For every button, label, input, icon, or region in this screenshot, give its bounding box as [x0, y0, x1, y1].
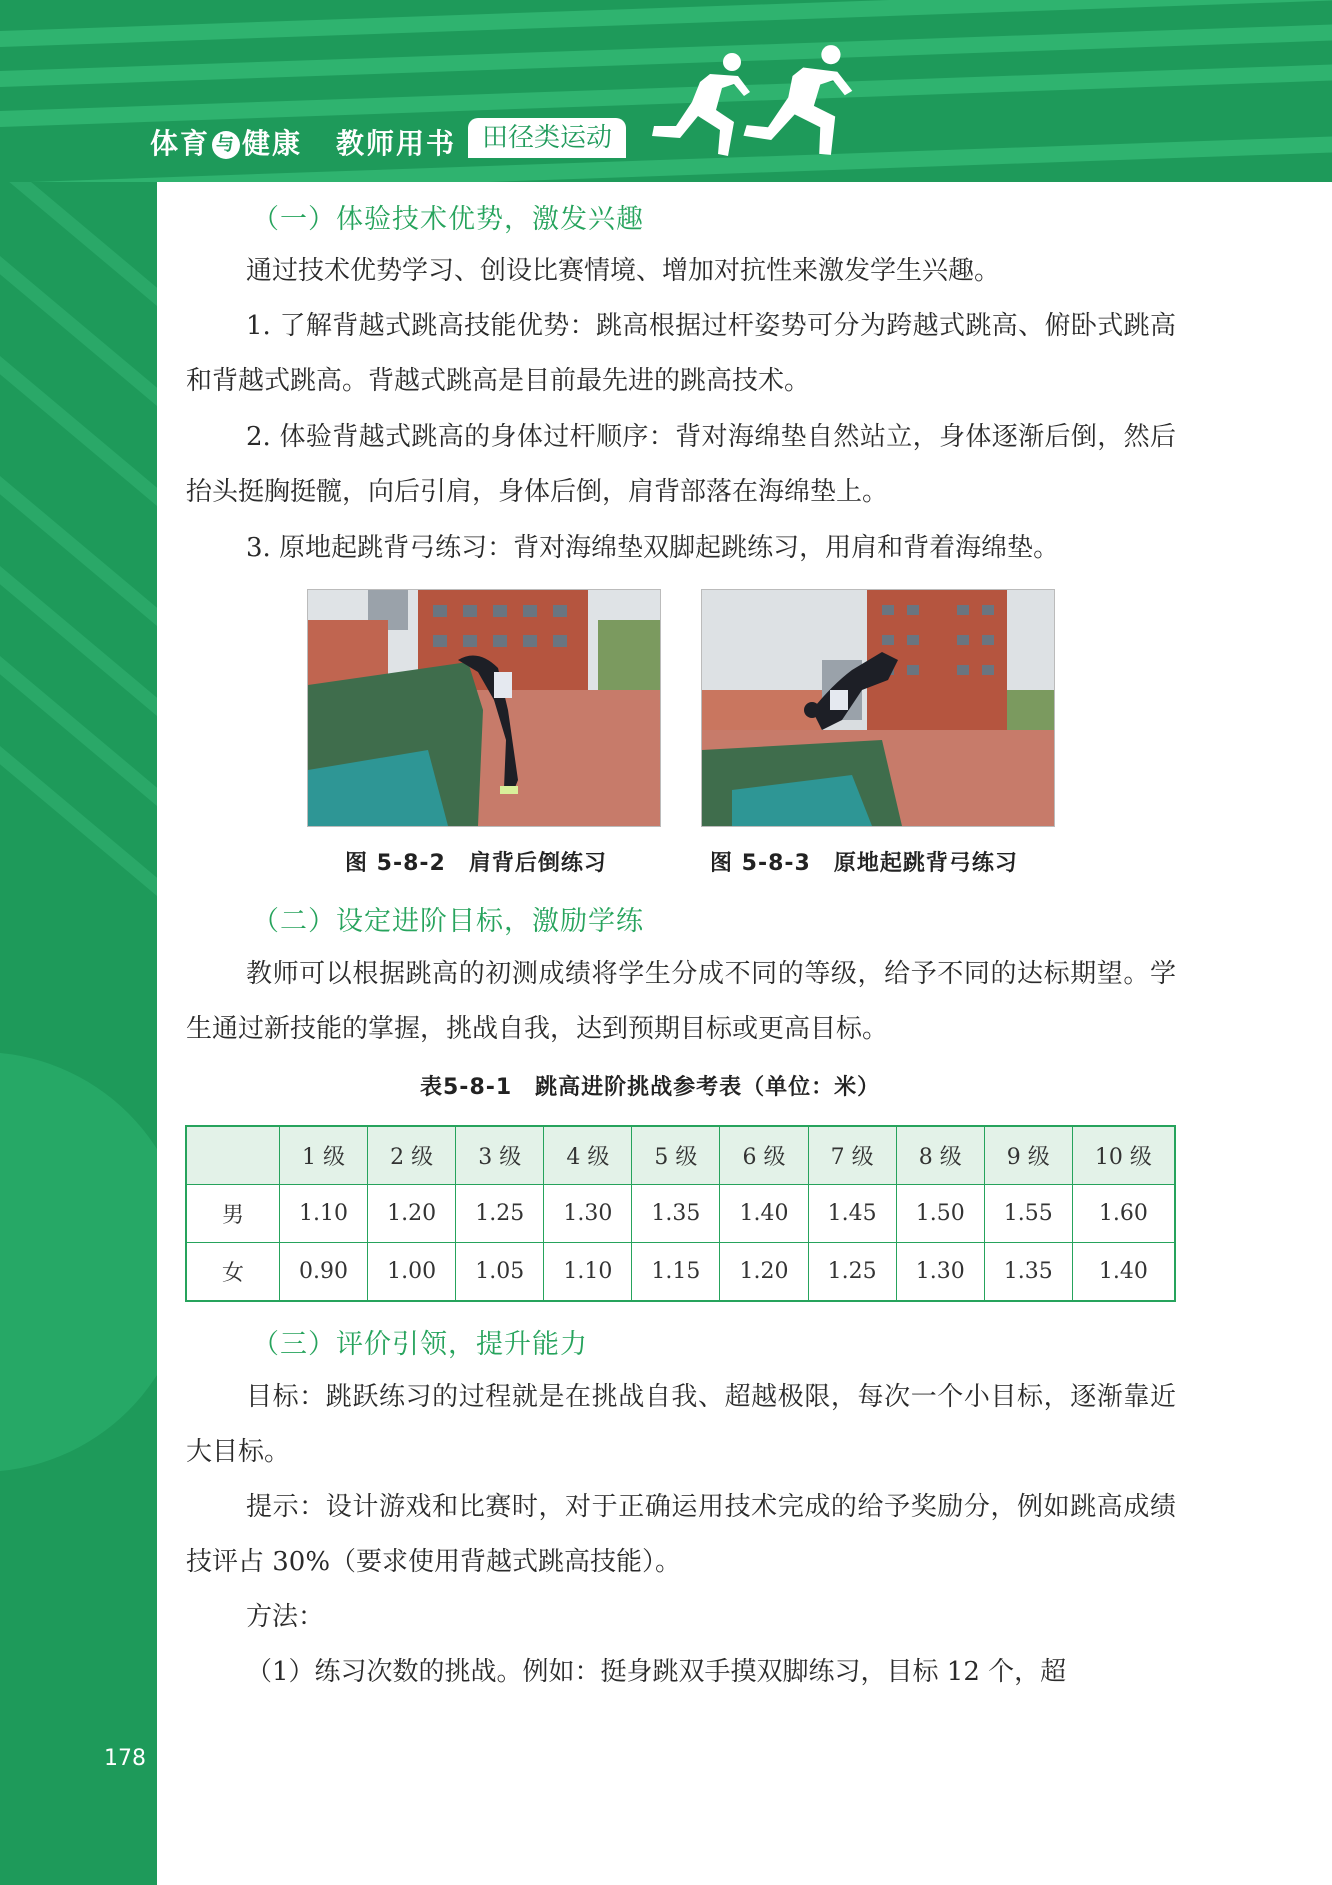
paragraph: 3. 原地起跳背弓练习：背对海绵垫双脚起跳练习，用肩和背着海绵垫。 [246, 533, 1060, 563]
photo-back-fall-practice [307, 589, 661, 827]
table-cell: 1.30 [896, 1243, 984, 1302]
paragraph: 教师可以根据跳高的初测成绩将学生分成不同的等级，给予不同的达标期望。学生通过新技能的掌握，挑战自我，达到预期目标或更高目标。 [186, 959, 1176, 1044]
table-cell: 1.15 [632, 1243, 720, 1302]
table-header-cell: 4 级 [544, 1126, 632, 1185]
table-cell: 1.20 [368, 1185, 456, 1243]
table-header-cell: 3 级 [456, 1126, 544, 1185]
table-cell: 1.05 [456, 1243, 544, 1302]
table-cell: 1.50 [896, 1185, 984, 1243]
table-header-cell: 5 级 [632, 1126, 720, 1185]
table-header-cell: 7 级 [808, 1126, 896, 1185]
paragraph: 2. 体验背越式跳高的身体过杆顺序：背对海绵垫自然站立，身体逐渐后倒，然后抬头挺胸挺髋，向后引肩，身体后倒，肩背部落在海绵垫上。 [186, 422, 1176, 507]
table-header-cell: 1 级 [280, 1126, 368, 1185]
section-heading-3: （三）评价引领，提升能力 [252, 1329, 588, 1360]
table-header-cell: 2 级 [368, 1126, 456, 1185]
paragraph: （1）练习次数的挑战。例如：挺身跳双手摸双脚练习，目标 12 个，超 [246, 1657, 1067, 1687]
table-header-cell: 10 级 [1072, 1126, 1175, 1185]
table-cell: 1.20 [720, 1243, 808, 1302]
table-cell: 1.40 [720, 1185, 808, 1243]
series-title: 体育 与 健康 [150, 127, 303, 160]
table-cell: 1.35 [984, 1243, 1072, 1302]
table-cell: 1.45 [808, 1185, 896, 1243]
table-cell: 1.40 [1072, 1243, 1175, 1302]
paragraph: 通过技术优势学习、创设比赛情境、增加对抗性来激发学生兴趣。 [246, 256, 1001, 286]
book-type-label: 教师用书 [336, 127, 457, 160]
table-cell: 1.10 [544, 1243, 632, 1302]
table-cell: 1.60 [1072, 1185, 1175, 1243]
row-label-male: 男 [186, 1185, 280, 1243]
table-cell: 0.90 [280, 1243, 368, 1302]
paragraph: 方法： [246, 1602, 325, 1632]
table-cell: 1.10 [280, 1185, 368, 1243]
table-cell: 1.25 [808, 1243, 896, 1302]
row-label-female: 女 [186, 1243, 280, 1302]
section-heading-2: （二）设定进阶目标，激励学练 [252, 906, 644, 937]
table-header-cell: 6 级 [720, 1126, 808, 1185]
paragraph: 1. 了解背越式跳高技能优势：跳高根据过杆姿势可分为跨越式跳高、俯卧式跳高和背越式跳高。背越式跳高是目前最先进的跳高技术。 [186, 311, 1176, 396]
paragraph: 目标：跳跃练习的过程就是在挑战自我、超越极限，每次一个小目标，逐渐靠近大目标。 [186, 1382, 1176, 1467]
table-header-cell [186, 1126, 280, 1185]
table-header-cell: 8 级 [896, 1126, 984, 1185]
table-cell: 1.55 [984, 1185, 1072, 1243]
page-number: 178 [104, 1746, 146, 1771]
table-cell: 1.35 [632, 1185, 720, 1243]
table-header-cell: 9 级 [984, 1126, 1072, 1185]
table-header-row [186, 1126, 1175, 1185]
table-title: 表5-8-1 跳高进阶挑战参考表（单位：米） [420, 1075, 881, 1100]
paragraph: 提示：设计游戏和比赛时，对于正确运用技术完成的给予奖励分，例如跳高成绩技评占 30%（要求使用背越式跳高技能）。 [186, 1492, 1176, 1577]
figure-caption-1: 图 5-8-2 肩背后倒练习 [345, 851, 607, 876]
figure-caption-2: 图 5-8-3 原地起跳背弓练习 [710, 851, 1018, 876]
section-heading-1: （一）体验技术优势，激发兴趣 [252, 204, 644, 235]
chapter-tab: 田径类运动 [468, 118, 626, 158]
table-cell: 1.30 [544, 1185, 632, 1243]
high-jump-level-table [185, 1125, 1176, 1302]
side-margin-band [0, 182, 157, 1885]
table-row [186, 1185, 1175, 1243]
table-cell: 1.00 [368, 1243, 456, 1302]
photo-standing-jump-back-arch [701, 589, 1055, 827]
runner-icon [740, 44, 860, 156]
table-cell: 1.25 [456, 1185, 544, 1243]
table-row [186, 1243, 1175, 1302]
